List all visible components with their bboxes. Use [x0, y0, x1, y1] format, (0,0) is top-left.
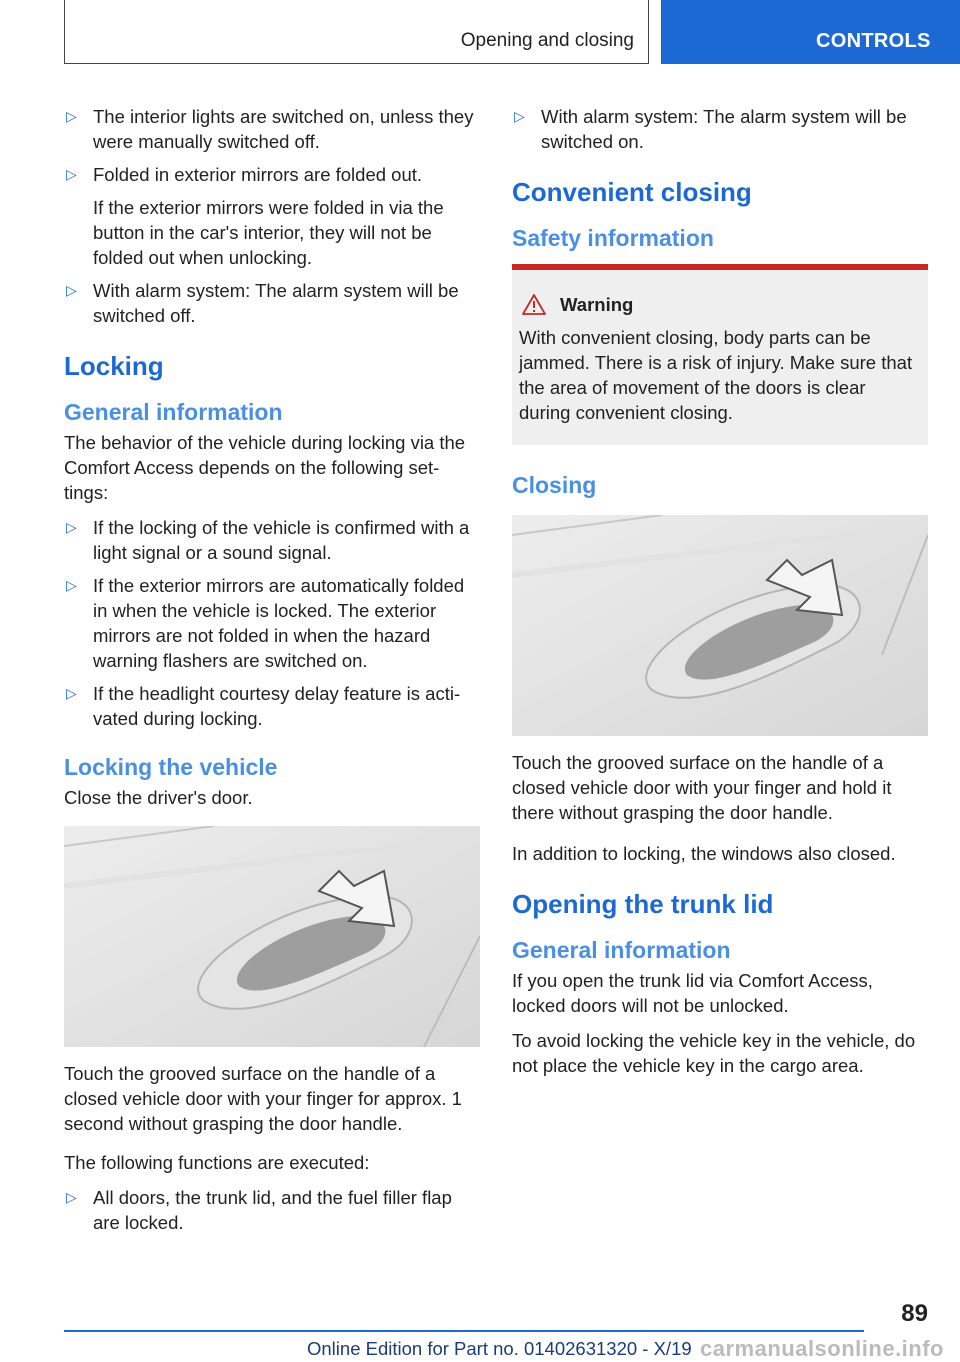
watermark-logo: carmanualsonline.info	[700, 1336, 944, 1361]
general-information-text: The behavior of the vehicle during locking via the Comfort Access depends on the following set‐tings:	[64, 432, 466, 503]
locking-the-vehicle-heading: Locking the vehicle	[64, 754, 278, 780]
trunk-text-1: If you open the trunk lid via Comfort Access, locked doors will not be unlocked.	[512, 970, 873, 1016]
triangle-right-outline-icon: ▷	[66, 1189, 77, 1205]
list-item: ▷ The interior lights are switched on, unless they were manually switched off.	[66, 106, 474, 152]
list-item: ▷ With alarm system: The alarm system will be switched off.	[66, 280, 459, 326]
triangle-right-outline-icon: ▷	[66, 519, 77, 535]
footer-edition-text: Online Edition for Part no. 01402631320 - X/19	[307, 1338, 692, 1359]
functions-intro-text: The following functions are executed:	[64, 1152, 370, 1173]
closing-heading: Closing	[512, 472, 597, 498]
header-section-title: Opening and closing	[460, 30, 634, 51]
warning-text: With convenient closing, body parts can be jammed. There is a risk of injury. Make sure that the area of movement of the doors is clear during convenient closing.	[519, 327, 913, 423]
touch-instruction-text: Touch the grooved surface on the handle of a closed vehicle door with your finger for approx. 1 second without grasping the door handle.	[64, 1063, 462, 1134]
trunk-text-2: To avoid locking the vehicle key in the vehicle, do not place the vehicle key in the cargo area.	[512, 1030, 916, 1076]
safety-information-heading: Safety information	[512, 225, 714, 251]
list-item: ▷ Folded in exterior mirrors are folded out. If the exterior mirrors were folded in via the button in the car's interior, they will not be folded out when unlocking.	[66, 164, 444, 268]
locking-heading: Locking	[64, 351, 164, 381]
closing-windows-text: In addition to locking, the windows also closed.	[512, 843, 896, 864]
general-information-heading: General information	[64, 399, 283, 425]
trunk-general-information-heading: General information	[512, 937, 731, 963]
list-item: ▷ If the locking of the vehicle is confirmed with a light signal or a sound signal.	[66, 517, 470, 563]
door-handle-illustration	[64, 826, 480, 1047]
closing-instruction-text: Touch the grooved surface on the handle of a closed vehicle door with your finger and hold it there without grasping the door handle.	[512, 752, 892, 823]
header-controls-tab[interactable]: CONTROLS	[661, 0, 960, 64]
header-section-box	[64, 0, 649, 64]
list-item: ▷ If the exterior mirrors are automatically folded in when the vehicle is locked. The exterior mirrors are not folded in when the hazard warning flashers are switched on.	[66, 575, 465, 671]
page-number: 89	[901, 1300, 928, 1327]
door-handle-illustration	[512, 515, 928, 736]
opening-trunk-lid-heading: Opening the trunk lid	[512, 889, 774, 919]
triangle-right-outline-icon: ▷	[66, 166, 77, 182]
triangle-right-outline-icon: ▷	[66, 685, 77, 701]
triangle-right-outline-icon: ▷	[66, 577, 77, 593]
warning-title: Warning	[560, 294, 634, 315]
warning-triangle-icon	[522, 294, 546, 315]
triangle-right-outline-icon: ▷	[66, 282, 77, 298]
footer-divider	[64, 1330, 864, 1332]
left-column	[64, 104, 480, 1243]
triangle-right-outline-icon: ▷	[66, 108, 77, 124]
convenient-closing-heading: Convenient closing	[512, 177, 752, 207]
locking-the-vehicle-text: Close the driver's door.	[64, 787, 253, 808]
warning-box	[512, 264, 928, 445]
triangle-right-outline-icon: ▷	[514, 108, 525, 124]
list-item: ▷ If the headlight courtesy delay feature is acti‐vated during locking.	[66, 683, 461, 729]
list-item: ▷ With alarm system: The alarm system will be switched on.	[514, 106, 907, 152]
list-item: ▷ All doors, the trunk lid, and the fuel filler flap are locked.	[66, 1187, 452, 1233]
right-column	[512, 104, 928, 1088]
